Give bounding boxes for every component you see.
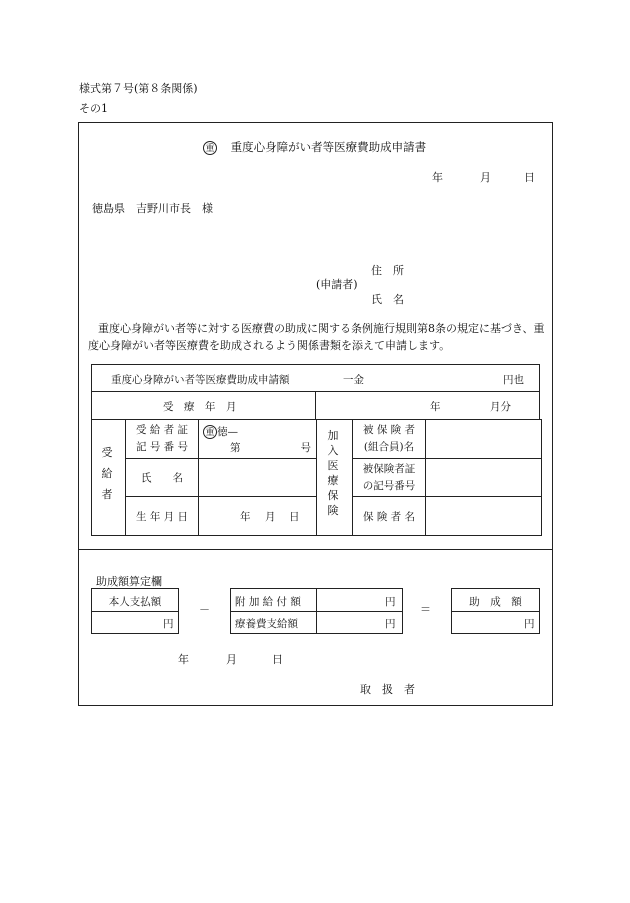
form-number: 様式第７号(第８条関係) [79,82,198,95]
insurer-name-field[interactable] [426,497,542,536]
cert-label-cell: 受 給 者 証 記 号 番 号 [126,420,199,459]
cert-number-cell[interactable] [199,420,317,459]
self-pay-field[interactable]: 円 [163,618,174,630]
amount-suffix[interactable]: 円也 [503,374,524,386]
calc-date-year[interactable]: 年 [178,653,189,666]
applicant-name-label[interactable]: 氏 名 [371,293,404,306]
equals-sign: ＝ [420,603,431,616]
section-divider [78,549,553,550]
form-sub-number: その1 [79,102,108,115]
seal-mark-icon: 重 [203,425,217,439]
handler-label[interactable]: 取 扱 者 [360,683,415,696]
extra-benefit-field[interactable]: 円 [385,596,396,608]
insured-label-cell: 被 保 険 者 (組合員)名 [353,420,426,459]
insurance-vertical-label: 加入医療保険 [327,429,339,517]
application-statement: 重度心身障がい者等に対する医療費の助成に関する条例施行規則第8条の規定に基づき、重度心身障がい者等医療費を助成されるよう関係書類を添えて申請します。 [88,322,545,352]
cert-prefix: 徳— [217,426,238,438]
date-day[interactable]: 日 [524,171,535,184]
birth-label-cell: 生 年 月 日 [126,497,199,536]
insurer-label-cell: 保 険 者 名 [353,497,426,536]
date-month[interactable]: 月 [480,171,491,184]
extra-benefit-label: 附 加 給 付 額 [235,596,301,608]
calc-date-month[interactable]: 月 [226,653,237,666]
cert-dai: 第 [230,442,241,454]
insured-name-field[interactable] [426,420,542,459]
applicant-label: (申請者) [316,278,358,291]
cert-go: 号 [300,442,311,454]
insured-number-field[interactable] [426,459,542,497]
minus-sign: － [199,603,210,616]
calc-date-day[interactable]: 日 [272,653,283,666]
amount-label: 重度心身障がい者等医療費助成申請額 [111,374,290,386]
calc-title: 助成額算定欄 [96,575,162,588]
details-table [91,419,542,536]
insured-number-label-cell: 被保険者証 の記号番号 [353,459,426,497]
amount-prefix: 一金 [343,374,364,386]
recipient-name-field[interactable] [199,459,317,497]
care-payment-label: 療養費支給額 [235,618,298,630]
subsidy-field[interactable]: 円 [524,618,535,630]
date-year[interactable]: 年 [432,171,443,184]
birth-date-field[interactable]: 年 月 日 [199,497,317,536]
seal-mark-icon: 重 [203,141,217,155]
title-text: 重度心身障がい者等医療費助成申請書 [230,140,427,154]
recipient-vertical-label: 受給者 [101,446,113,501]
form-title [203,139,426,155]
applicant-address-label[interactable]: 住 所 [371,264,404,277]
addressee: 徳島県 吉野川市長 様 [92,202,213,215]
period-label: 受 療 年 月 [163,401,237,413]
subsidy-label: 助 成 額 [469,596,522,608]
period-month[interactable]: 月分 [490,401,511,413]
period-year[interactable]: 年 [430,401,441,413]
self-pay-label: 本人支払額 [108,596,162,608]
name-label-cell: 氏 名 [126,459,199,497]
care-payment-field[interactable]: 円 [385,618,396,630]
